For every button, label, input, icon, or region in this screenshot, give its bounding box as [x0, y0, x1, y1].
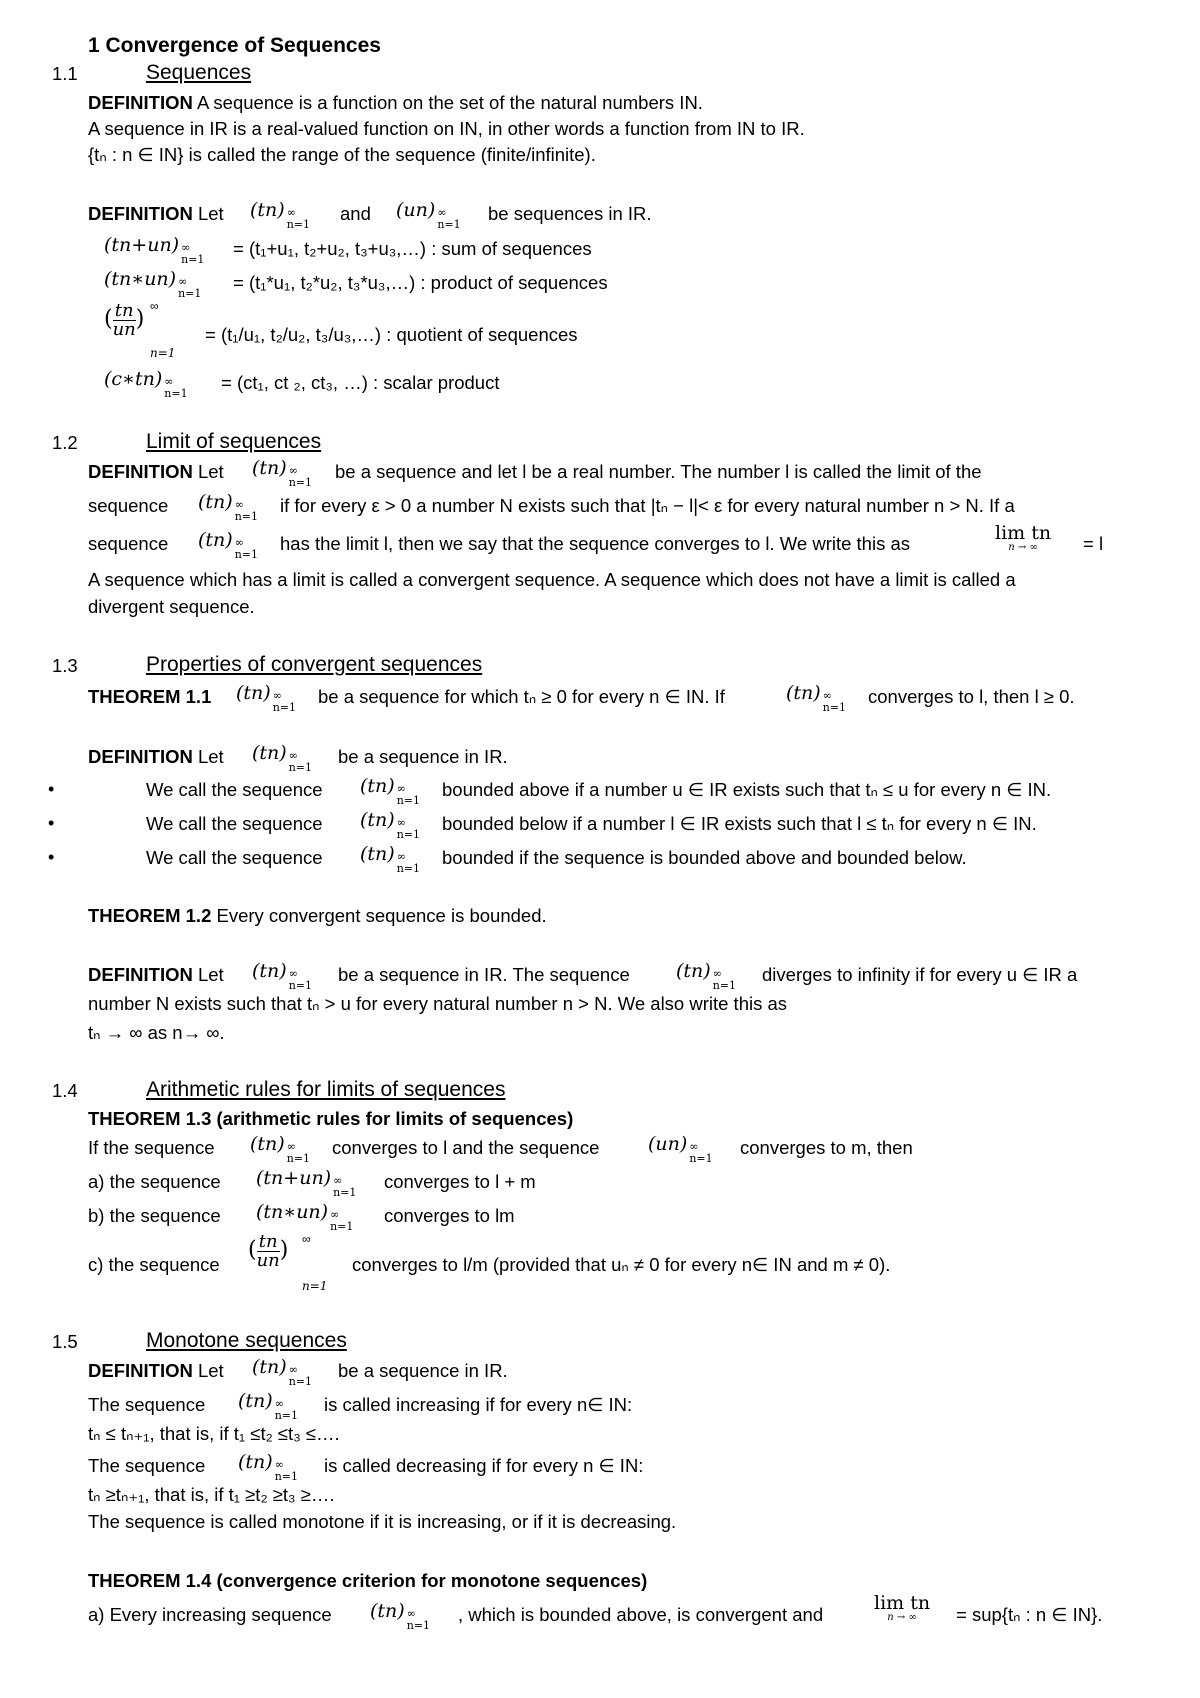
sub-index: n=1: [712, 979, 737, 993]
text-line: = (ct₁, ct ₂, ct₃, …) : scalar product: [221, 372, 500, 393]
let-text: Let: [192, 964, 224, 985]
math-seq-t: [238, 1451, 299, 1484]
sup-infinity: ∞: [288, 464, 298, 477]
sub-index: n=1: [396, 794, 421, 808]
seq-symbol: (tn): [238, 1390, 273, 1412]
bullet: •: [48, 847, 55, 867]
seq-sum-symbol: (tn+un): [256, 1167, 332, 1189]
text-line: , which is bounded above, is convergent and: [458, 1604, 824, 1625]
seq-symbol: (tn): [360, 809, 395, 831]
text-line: We call the sequence: [146, 813, 323, 834]
limit-expression: [995, 524, 1051, 553]
text-line: = (t₁+u₁, t₂+u₂, t₃+u₃,…) : sum of sequences: [233, 238, 592, 259]
sup-infinity: ∞: [234, 536, 244, 549]
seq-symbol: (tn): [252, 742, 287, 764]
text-line: converges to l/m (provided that uₙ ≠ 0 for every n∈ IN and m ≠ 0).: [352, 1254, 891, 1275]
sup-infinity: ∞: [396, 816, 406, 829]
limit-text: lim tn: [995, 522, 1052, 544]
section-number: 1.4: [52, 1080, 78, 1101]
section-number: 1.1: [52, 63, 78, 84]
limit-expression: [874, 1594, 930, 1623]
sub-index: n=1: [274, 1409, 299, 1423]
seq-symbol: (tn): [198, 491, 233, 513]
limit-sub: n → ∞: [1008, 542, 1038, 553]
sup-infinity: ∞: [333, 1174, 343, 1187]
section-title: Limit of sequences: [146, 430, 322, 453]
math-seq-t: [360, 809, 421, 842]
sub-index: n=1: [288, 476, 313, 490]
sub-index: n=1: [288, 979, 313, 993]
text-line: converges to l and the sequence: [332, 1137, 600, 1158]
section-number: 1.3: [52, 655, 78, 676]
math-seq-t: [370, 1600, 431, 1633]
text-line: be sequences in IR.: [488, 203, 652, 224]
definition-label: DEFINITION: [88, 92, 193, 113]
bullet: •: [48, 779, 55, 799]
seq-symbol: (tn): [198, 529, 233, 551]
sup-infinity: ∞: [234, 498, 244, 511]
seq-symbol: (tn): [370, 1600, 405, 1622]
seq-symbol: (tn): [250, 199, 285, 221]
text-line: A sequence which has a limit is called a convergent sequence. A sequence which does not have a limit is called a: [88, 569, 1016, 590]
sub-index: n=1: [396, 828, 421, 842]
sup-infinity: ∞: [396, 782, 406, 795]
math-seq-t: [250, 1133, 311, 1166]
sub-index: n=1: [234, 510, 259, 524]
text-line: converges to l + m: [384, 1171, 536, 1192]
seq-symbol: (tn): [252, 1356, 287, 1378]
text-line: converges to l, then l ≥ 0.: [868, 686, 1075, 707]
sub-index: n=1: [330, 1220, 354, 1234]
text-line: c) the sequence: [88, 1254, 220, 1275]
sup-infinity: ∞: [689, 1140, 699, 1153]
theorem-label: THEOREM 1.4 (convergence criterion for monotone sequences): [88, 1570, 648, 1591]
sup-infinity: ∞: [302, 1232, 311, 1246]
and-text: and: [340, 203, 371, 224]
seq-symbol: (tn): [250, 1133, 285, 1155]
sup-infinity: ∞: [274, 1458, 284, 1471]
text-line: converges to m, then: [740, 1137, 913, 1158]
limit-text: lim tn: [874, 1592, 931, 1614]
sup-infinity: ∞: [822, 689, 832, 702]
text-line: = sup{tₙ : n ∈ IN}.: [956, 1604, 1103, 1625]
section-title: Sequences: [146, 61, 252, 84]
math-seq-t: [676, 960, 737, 993]
math-seq-t: [250, 199, 311, 232]
frac-denominator: un: [112, 319, 136, 340]
sup-infinity: ∞: [181, 241, 191, 254]
sup-infinity: ∞: [288, 1363, 298, 1376]
text-line: A sequence in IR is a real-valued function on IN, in other words a function from IN to IR.: [88, 118, 805, 139]
math-seq-sum: [256, 1167, 357, 1200]
section-title: Properties of convergent sequences: [146, 653, 483, 676]
sub-index: n=1: [286, 218, 311, 232]
let-text: Let: [192, 746, 224, 767]
seq-symbol-u: (un): [648, 1133, 688, 1155]
bullet: •: [48, 813, 55, 833]
text-line: number N exists such that tₙ > u for every natural number n > N. We also write this as: [88, 993, 788, 1014]
seq-product-symbol: (tn∗un): [256, 1201, 329, 1223]
sub-index: n=1: [164, 387, 188, 401]
math-seq-scalar: [104, 368, 188, 401]
text-line: be a sequence in IR.: [338, 1360, 508, 1381]
definition-label: DEFINITION: [88, 461, 193, 482]
sub-index: n=1: [288, 1375, 313, 1389]
sup-infinity: ∞: [272, 689, 282, 702]
text-line: a) the sequence: [88, 1171, 221, 1192]
seq-symbol-u: (un): [396, 199, 436, 221]
let-text: Let: [192, 1360, 224, 1381]
text-line: be a sequence and let l be a real number. The number l is called the limit of the: [335, 461, 982, 482]
text-line: We call the sequence: [146, 847, 323, 868]
math-seq-t: [252, 960, 313, 993]
section-number: 1.2: [52, 432, 78, 453]
text-line: The sequence: [88, 1455, 206, 1476]
math-seq-t: [360, 843, 421, 876]
math-seq-t: [252, 742, 313, 775]
definition-label: DEFINITION: [88, 203, 193, 224]
math-seq-t: [198, 491, 259, 524]
definition-label: DEFINITION: [88, 964, 193, 985]
sub-index: n=1: [822, 701, 847, 715]
math-seq-t: [236, 682, 297, 715]
sub-index: n=1: [302, 1279, 328, 1293]
definition-line: [88, 94, 703, 113]
text-line: {tₙ : n ∈ IN} is called the range of the sequence (finite/infinite).: [88, 144, 596, 165]
math-seq-product: [256, 1201, 354, 1234]
text-line: has the limit l, then we say that the sequence converges to l. We write this as: [280, 533, 911, 554]
seq-symbol: (tn): [360, 843, 395, 865]
text-line: divergent sequence.: [88, 596, 255, 617]
seq-product-symbol: (tn∗un): [104, 268, 177, 290]
sup-infinity: ∞: [178, 275, 188, 288]
math-seq-sum: [104, 234, 205, 267]
theorem-label: THEOREM 1.1: [88, 686, 212, 707]
frac-denominator: un: [256, 1250, 280, 1271]
math-seq-u: [648, 1133, 713, 1166]
frac-numerator: tn: [257, 1233, 280, 1252]
section-title: Monotone sequences: [146, 1329, 347, 1352]
text-line: tₙ → ∞ as n→ ∞.: [88, 1022, 225, 1043]
text-line: The sequence: [88, 1394, 206, 1415]
sup-infinity: ∞: [288, 967, 298, 980]
text-line: converges to lm: [384, 1205, 515, 1226]
sub-index: n=1: [333, 1186, 357, 1200]
seq-symbol: (tn): [676, 960, 711, 982]
seq-symbol: (tn): [360, 775, 395, 797]
sup-infinity: ∞: [286, 1140, 296, 1153]
sup-infinity: ∞: [286, 206, 296, 219]
theorem-label: THEOREM 1.2: [88, 905, 212, 926]
seq-sum-symbol: (tn+un): [104, 234, 180, 256]
sub-index: n=1: [437, 218, 461, 232]
math-fraction: ( $\frac{tn}{un}$ ): [248, 1231, 289, 1271]
sub-index: n=1: [234, 548, 259, 562]
let-text: Let: [192, 203, 224, 224]
text-line: sequence: [88, 533, 169, 554]
sup-infinity: ∞: [288, 749, 298, 762]
math-seq-product: [104, 268, 202, 301]
text-line: sequence: [88, 495, 169, 516]
sup-infinity: ∞: [330, 1208, 340, 1221]
sup-infinity: ∞: [274, 1397, 284, 1410]
math-seq-t: [252, 1356, 313, 1389]
text-line: = (t₁*u₁, t₂*u₂, t₃*u₃,…) : product of sequences: [233, 272, 608, 293]
sup-infinity: ∞: [406, 1607, 416, 1620]
text-line: If the sequence: [88, 1137, 215, 1158]
definition-text: A sequence is a function on the set of the natural numbers IN.: [192, 92, 703, 113]
theorem-text: Every convergent sequence is bounded.: [211, 905, 547, 926]
let-text: Let: [192, 461, 224, 482]
sup-infinity: ∞: [437, 206, 447, 219]
sub-index: n=1: [406, 1619, 431, 1633]
text-line: tₙ ≤ tₙ₊₁, that is, if t₁ ≤t₂ ≤t₃ ≤….: [88, 1423, 340, 1444]
text-line: be a sequence in IR. The sequence: [338, 964, 630, 985]
page-title: 1 Convergence of Sequences: [88, 34, 381, 57]
text-line: is called decreasing if for every n ∈ IN:: [324, 1455, 644, 1476]
text-line: bounded above if a number u ∈ IR exists such that tₙ ≤ u for every n ∈ IN.: [442, 779, 1052, 800]
seq-symbol: (tn): [252, 457, 287, 479]
text-line: The sequence is called monotone if it is increasing, or if it is decreasing.: [88, 1511, 677, 1532]
frac-numerator: tn: [113, 302, 136, 321]
definition-label: DEFINITION: [88, 746, 193, 767]
seq-symbol: (tn): [238, 1451, 273, 1473]
sub-index: n=1: [150, 346, 176, 360]
math-seq-t: [360, 775, 421, 808]
sub-index: n=1: [274, 1470, 299, 1484]
text-line: be a sequence in IR.: [338, 746, 508, 767]
text-line: b) the sequence: [88, 1205, 221, 1226]
sub-index: n=1: [286, 1152, 311, 1166]
sup-infinity: ∞: [164, 375, 174, 388]
sub-index: n=1: [178, 287, 202, 301]
text-line: = l: [1083, 533, 1104, 554]
text-line: bounded below if a number l ∈ IR exists such that l ≤ tₙ for every n ∈ IN.: [442, 813, 1037, 834]
definition-line: [88, 463, 224, 482]
text-line: diverges to infinity if for every u ∈ IR a: [762, 964, 1078, 985]
text-line: bounded if the sequence is bounded above and bounded below.: [442, 847, 967, 868]
text-line: tₙ ≥tₙ₊₁, that is, if t₁ ≥t₂ ≥t₃ ≥….: [88, 1484, 335, 1505]
definition-line: [88, 966, 224, 985]
math-seq-t: [786, 682, 847, 715]
sup-infinity: ∞: [396, 850, 406, 863]
sup-infinity: ∞: [712, 967, 722, 980]
math-seq-t: [198, 529, 259, 562]
section-title: Arithmetic rules for limits of sequences: [146, 1078, 506, 1101]
sub-index: n=1: [288, 761, 313, 775]
sub-index: n=1: [181, 253, 205, 267]
text-line: We call the sequence: [146, 779, 323, 800]
seq-symbol: (tn): [236, 682, 271, 704]
limit-sub: n → ∞: [887, 1612, 917, 1623]
definition-line: [88, 1362, 224, 1381]
theorem-label: THEOREM 1.3 (arithmetic rules for limits of sequences): [88, 1108, 574, 1129]
section-number: 1.5: [52, 1331, 78, 1352]
math-seq-t: [252, 457, 313, 490]
definition-label: DEFINITION: [88, 1360, 193, 1381]
text-line: is called increasing if for every n∈ IN:: [324, 1394, 633, 1415]
sub-index: n=1: [396, 862, 421, 876]
sub-index: n=1: [689, 1152, 713, 1166]
math-seq-u: [396, 199, 461, 232]
math-fraction: ( $\frac{tn}{un}$ ): [104, 300, 145, 340]
text-line: be a sequence for which tₙ ≥ 0 for every n ∈ IN. If: [318, 686, 725, 707]
math-seq-t: [238, 1390, 299, 1423]
sub-index: n=1: [272, 701, 297, 715]
theorem-line: [88, 907, 547, 926]
text-line: if for every ε > 0 a number N exists such that |tₙ − l|< ε for every natural number n > N. If a: [280, 495, 1015, 516]
definition-line: [88, 205, 224, 224]
text-line: = (t₁/u₁, t₂/u₂, t₃/u₃,…) : quotient of sequences: [205, 324, 578, 345]
sup-infinity: ∞: [150, 299, 159, 313]
text-line: a) Every increasing sequence: [88, 1604, 332, 1625]
seq-scalar-symbol: (c∗tn): [104, 368, 163, 390]
seq-symbol: (tn): [786, 682, 821, 704]
seq-symbol: (tn): [252, 960, 287, 982]
definition-line: [88, 748, 224, 767]
